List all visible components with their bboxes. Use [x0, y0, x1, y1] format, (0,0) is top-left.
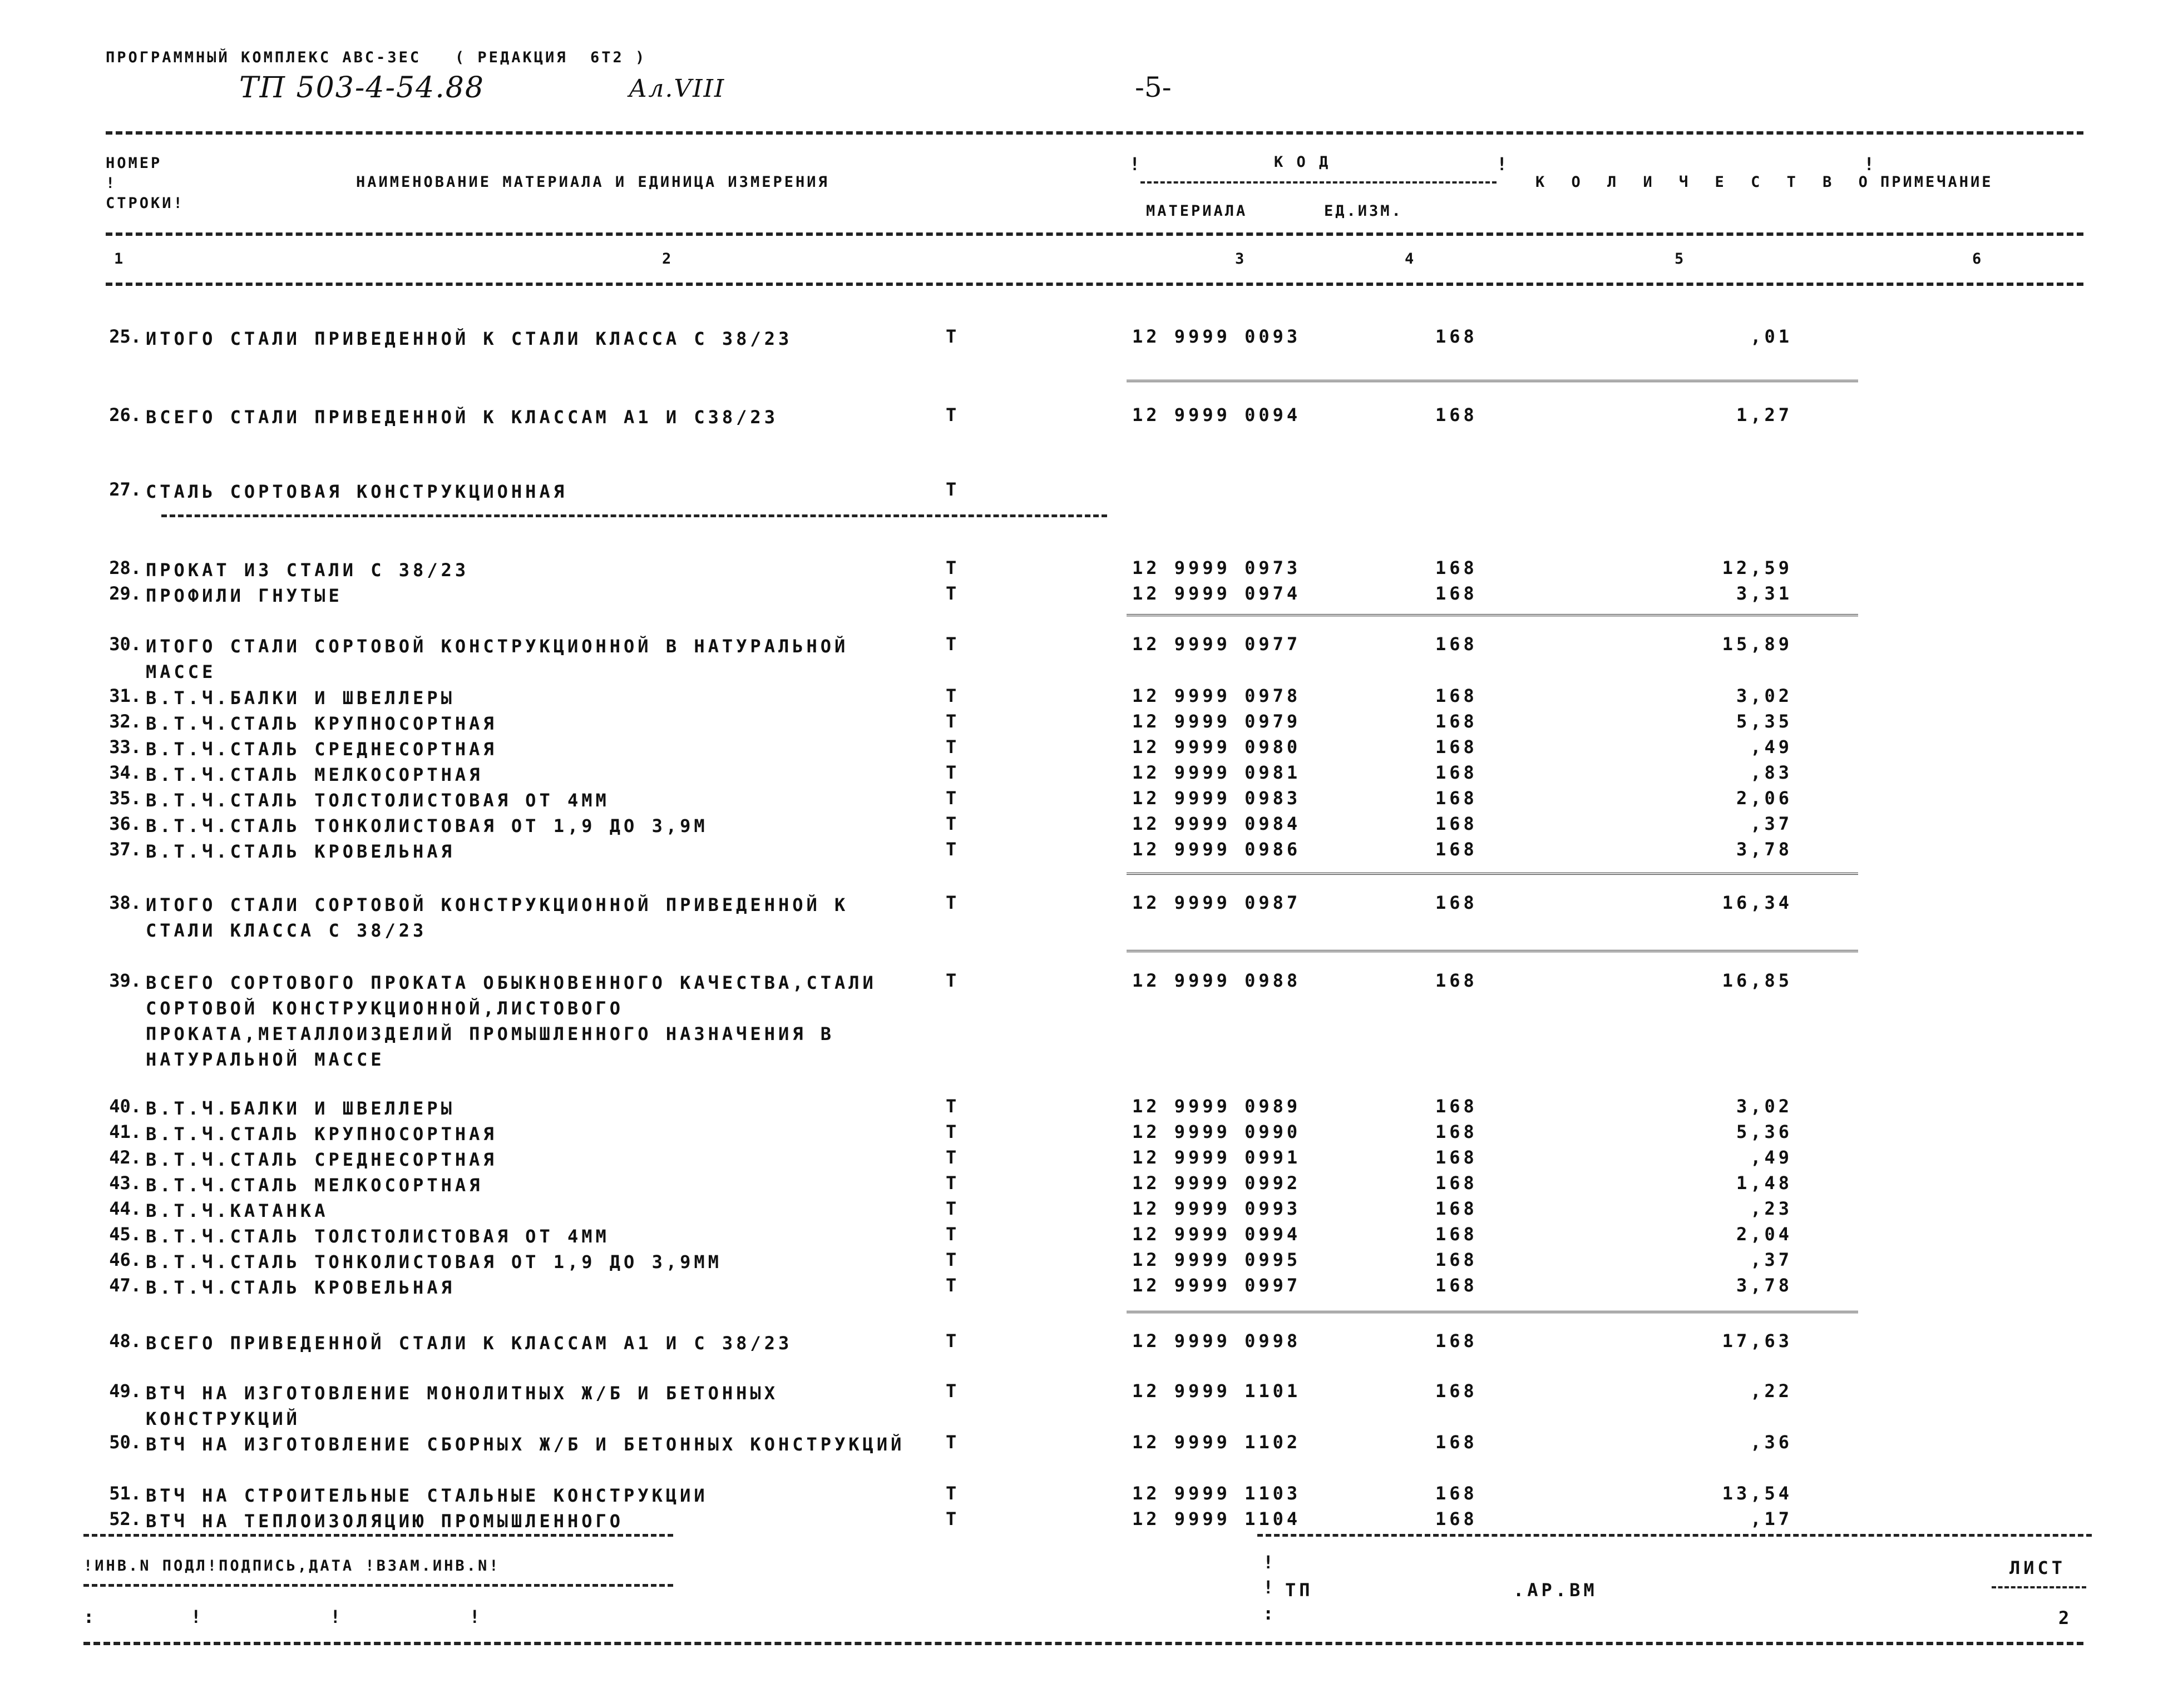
- col-unit-code-header: ЕД.ИЗМ.: [1324, 202, 1403, 220]
- row-material-code: 12 9999 0990: [1132, 1121, 1301, 1142]
- row-unit: Т: [946, 326, 957, 347]
- row-unit-code: 168: [1435, 892, 1478, 913]
- row-name: ВТЧ НА ИЗГОТОВЛЕНИЕ МОНОЛИТНЫХ Ж/Б И БЕТОННЫХ КОНСТРУКЦИЙ: [146, 1383, 778, 1429]
- row-unit-code: 168: [1435, 1121, 1478, 1142]
- row-number: 28.: [109, 557, 141, 578]
- bottom-rule: [83, 1642, 2083, 1645]
- row-unit-code: 168: [1435, 633, 1478, 655]
- row-number: 42.: [109, 1147, 141, 1168]
- row-name: В.Т.Ч.КАТАНКА: [146, 1200, 329, 1221]
- row-quantity: 2,06: [1736, 788, 1792, 809]
- project-code: ТП 503-4-54.88: [239, 71, 485, 105]
- row-number: 33.: [109, 736, 141, 758]
- row-quantity: ,49: [1750, 1147, 1792, 1168]
- row-name: В.Т.Ч.СТАЛЬ КРУПНОСОРТНАЯ: [146, 713, 497, 734]
- row-unit: Т: [946, 813, 957, 834]
- row-unit-code: 168: [1435, 1275, 1478, 1296]
- row-number: 52.: [109, 1508, 141, 1529]
- row-material-code: 12 9999 0979: [1132, 711, 1301, 732]
- row-unit: Т: [946, 1330, 957, 1351]
- row-material-code: 12 9999 0988: [1132, 970, 1301, 991]
- row-name: ВСЕГО ПРИВЕДЕННОЙ СТАЛИ К КЛАССАМ А1 И С 38/23: [146, 1333, 793, 1354]
- row-unit: Т: [946, 479, 957, 500]
- row-unit-code: 168: [1435, 1224, 1478, 1245]
- row-name: ИТОГО СТАЛИ СОРТОВОЙ КОНСТРУКЦИОННОЙ В НАТУРАЛЬНОЙ МАССЕ: [146, 636, 849, 682]
- row-unit: Т: [946, 970, 957, 991]
- row-number: 38.: [109, 892, 141, 913]
- row-number: 40.: [109, 1096, 141, 1117]
- row-unit-code: 168: [1435, 1432, 1478, 1453]
- row-quantity: 2,04: [1736, 1224, 1792, 1245]
- row-quantity: 12,59: [1722, 557, 1792, 578]
- row-unit-code: 168: [1435, 788, 1478, 809]
- col-number-1: 1: [114, 250, 126, 268]
- row-name: ВСЕГО СТАЛИ ПРИВЕДЕННОЙ К КЛАССАМ А1 И С38/23: [146, 407, 778, 428]
- subtotal-rule: [1127, 1311, 1858, 1313]
- row-unit: Т: [946, 1432, 957, 1453]
- row-quantity: 1,48: [1736, 1172, 1792, 1194]
- sheet-rule: [1992, 1586, 2086, 1588]
- row-name: В.Т.Ч.СТАЛЬ КРОВЕЛЬНАЯ: [146, 1277, 455, 1298]
- row-quantity: ,17: [1750, 1508, 1792, 1529]
- row-unit: Т: [946, 762, 957, 783]
- row-material-code: 12 9999 0984: [1132, 813, 1301, 834]
- row-number: 25.: [109, 326, 141, 347]
- row-name: ИТОГО СТАЛИ СОРТОВОЙ КОНСТРУКЦИОННОЙ ПРИВЕДЕННОЙ К СТАЛИ КЛАССА С 38/23: [146, 894, 849, 941]
- subtotal-rule: [1127, 873, 1858, 875]
- row-material-code: 12 9999 0992: [1132, 1172, 1301, 1194]
- row-quantity: ,37: [1750, 1249, 1792, 1270]
- col-number-6: 6: [1972, 250, 1984, 268]
- footer-ar-vm: .АР.ВМ: [1513, 1580, 1598, 1601]
- row-name: ВТЧ НА ИЗГОТОВЛЕНИЕ СБОРНЫХ Ж/Б И БЕТОННЫХ КОНСТРУКЦИЙ: [146, 1434, 905, 1455]
- header-rule: [106, 232, 2083, 236]
- row-name: СТАЛЬ СОРТОВАЯ КОНСТРУКЦИОННАЯ: [146, 481, 567, 502]
- album-number: Ал.VIII: [629, 75, 725, 103]
- row-unit: Т: [946, 1172, 957, 1194]
- row-material-code: 12 9999 0973: [1132, 557, 1301, 578]
- row-number: 50.: [109, 1432, 141, 1453]
- row-unit-code: 168: [1435, 557, 1478, 578]
- row-number: 46.: [109, 1249, 141, 1270]
- col-code-header: К О Д: [1274, 154, 1331, 171]
- row-material-code: 12 9999 0981: [1132, 762, 1301, 783]
- row-material-code: 12 9999 0998: [1132, 1330, 1301, 1351]
- row-name: В.Т.Ч.СТАЛЬ ТОЛСТОЛИСТОВАЯ ОТ 4ММ: [146, 1226, 610, 1247]
- col-number-3: 3: [1235, 250, 1247, 268]
- row-unit: Т: [946, 557, 957, 578]
- row-quantity: ,23: [1750, 1198, 1792, 1219]
- row-name: ВТЧ НА ТЕПЛОИЗОЛЯЦИЮ ПРОМЫШЛЕННОГО: [146, 1511, 624, 1532]
- row-unit: Т: [946, 1224, 957, 1245]
- row-name: ВСЕГО СОРТОВОГО ПРОКАТА ОБЫКНОВЕННОГО КАЧЕСТВА,СТАЛИ СОРТОВОЙ КОНСТРУКЦИОННОЙ,ЛИСТОВОГО ПРОКАТА,МЕТАЛЛОИЗДЕЛИЙ ПРОМЫШЛЕННОГО НАЗНАЧЕНИЯ В НАТУРАЛЬНОЙ МАССЕ: [146, 972, 877, 1070]
- row-number: 41.: [109, 1121, 141, 1142]
- row-unit-code: 168: [1435, 1330, 1478, 1351]
- sheet-label: ЛИСТ: [2009, 1557, 2066, 1578]
- row-material-code: 12 9999 0977: [1132, 633, 1301, 655]
- row-material-code: 12 9999 0995: [1132, 1249, 1301, 1270]
- row-unit: Т: [946, 1508, 957, 1529]
- program-line: ПРОГРАММНЫЙ КОМПЛЕКС АВС-ЗЕС ( РЕДАКЦИЯ 6Т2 ): [106, 49, 647, 66]
- row-number: 26.: [109, 404, 141, 425]
- row-number: 35.: [109, 788, 141, 809]
- stamp-rule: [83, 1584, 673, 1587]
- row-unit-code: 168: [1435, 839, 1478, 860]
- row-unit-code: 168: [1435, 1198, 1478, 1219]
- row-unit: Т: [946, 404, 957, 425]
- row-number: 32.: [109, 711, 141, 732]
- row-number: 45.: [109, 1224, 141, 1245]
- row-unit: Т: [946, 1198, 957, 1219]
- row-number: 36.: [109, 813, 141, 834]
- row-material-code: 12 9999 0994: [1132, 1224, 1301, 1245]
- row-quantity: ,37: [1750, 813, 1792, 834]
- subtotal-rule: [1127, 614, 1858, 616]
- row-material-code: 12 9999 1102: [1132, 1432, 1301, 1453]
- row-name: В.Т.Ч.СТАЛЬ МЕЛКОСОРТНАЯ: [146, 1175, 483, 1196]
- col-row-number-header: НОМЕР ! СТРОКИ!: [106, 155, 185, 212]
- row-unit: Т: [946, 633, 957, 655]
- row-unit-code: 168: [1435, 736, 1478, 758]
- row-unit: Т: [946, 1121, 957, 1142]
- row-material-code: 12 9999 1104: [1132, 1508, 1301, 1529]
- row-unit: Т: [946, 839, 957, 860]
- col-name-header: НАИМЕНОВАНИЕ МАТЕРИАЛА И ЕДИНИЦА ИЗМЕРЕНИЯ: [356, 174, 829, 191]
- row-material-code: 12 9999 0978: [1132, 685, 1301, 706]
- col-note-header: ПРИМЕЧАНИЕ: [1880, 174, 1993, 191]
- row-number: 44.: [109, 1198, 141, 1219]
- row-quantity: 17,63: [1722, 1330, 1792, 1351]
- row-quantity: 3,02: [1736, 1096, 1792, 1117]
- row-material-code: 12 9999 0094: [1132, 404, 1301, 425]
- row-quantity: 3,78: [1736, 1275, 1792, 1296]
- row-unit: Т: [946, 583, 957, 604]
- row-unit-code: 168: [1435, 762, 1478, 783]
- row-unit-code: 168: [1435, 404, 1478, 425]
- row-name: ПРОФИЛИ ГНУТЫЕ: [146, 585, 343, 606]
- row-material-code: 12 9999 0980: [1132, 736, 1301, 758]
- row-unit: Т: [946, 1380, 957, 1402]
- row-quantity: 16,85: [1722, 970, 1792, 991]
- row-material-code: 12 9999 0093: [1132, 326, 1301, 347]
- row-quantity: ,01: [1750, 326, 1792, 347]
- stamp-rule: [1257, 1534, 2092, 1537]
- footer-tp: ТП: [1285, 1580, 1313, 1601]
- row-material-code: 12 9999 0989: [1132, 1096, 1301, 1117]
- row-name: В.Т.Ч.СТАЛЬ КРУПНОСОРТНАЯ: [146, 1123, 497, 1145]
- row-number: 37.: [109, 839, 141, 860]
- row-name: ИТОГО СТАЛИ ПРИВЕДЕННОЙ К СТАЛИ КЛАССА С 38/23: [146, 328, 793, 349]
- row-number: 49.: [109, 1380, 141, 1402]
- row-material-code: 12 9999 1101: [1132, 1380, 1301, 1402]
- sheet-number: 2: [2058, 1607, 2073, 1628]
- row-unit-code: 168: [1435, 1096, 1478, 1117]
- row-number: 30.: [109, 633, 141, 655]
- row-quantity: 3,78: [1736, 839, 1792, 860]
- row-unit: Т: [946, 711, 957, 732]
- row-unit: Т: [946, 1275, 957, 1296]
- row-material-code: 12 9999 0987: [1132, 892, 1301, 913]
- row-quantity: 3,31: [1736, 583, 1792, 604]
- row-quantity: 5,35: [1736, 711, 1792, 732]
- row-unit-code: 168: [1435, 326, 1478, 347]
- stamp-labels: !ИНВ.N ПОДЛ!ПОДПИСЬ,ДАТА !ВЗАМ.ИНВ.N!: [83, 1557, 501, 1575]
- row-name: В.Т.Ч.СТАЛЬ ТОНКОЛИСТОВАЯ ОТ 1,9 ДО 3,9М: [146, 815, 708, 836]
- numbers-rule: [106, 283, 2083, 286]
- row-quantity: ,49: [1750, 736, 1792, 758]
- row-material-code: 12 9999 0974: [1132, 583, 1301, 604]
- stamp-divider: !: [1263, 1552, 1277, 1573]
- row-name: ВТЧ НА СТРОИТЕЛЬНЫЕ СТАЛЬНЫЕ КОНСТРУКЦИИ: [146, 1485, 708, 1506]
- col-number-5: 5: [1675, 250, 1686, 268]
- row-unit-code: 168: [1435, 1172, 1478, 1194]
- row-unit: Т: [946, 788, 957, 809]
- row-quantity: 16,34: [1722, 892, 1792, 913]
- row-unit: Т: [946, 1147, 957, 1168]
- row-unit: Т: [946, 1483, 957, 1504]
- row-unit-code: 168: [1435, 813, 1478, 834]
- top-rule: [106, 131, 2083, 135]
- col-quantity-header: К О Л И Ч Е С Т В О: [1535, 174, 1876, 191]
- code-subrule: [1140, 181, 1497, 184]
- row-number: 31.: [109, 685, 141, 706]
- stamp-divider: :: [1263, 1603, 1277, 1624]
- row-unit: Т: [946, 1249, 957, 1270]
- row-unit-code: 168: [1435, 1508, 1478, 1529]
- subtotal-rule: [1127, 380, 1858, 382]
- row-quantity: 15,89: [1722, 633, 1792, 655]
- row-quantity: 3,02: [1736, 685, 1792, 706]
- subtotal-rule: [1127, 950, 1858, 952]
- row-name: В.Т.Ч.СТАЛЬ КРОВЕЛЬНАЯ: [146, 841, 455, 862]
- row-unit-code: 168: [1435, 1249, 1478, 1270]
- row-quantity: 5,36: [1736, 1121, 1792, 1142]
- row-name: В.Т.Ч.СТАЛЬ СРЕДНЕСОРТНАЯ: [146, 739, 497, 760]
- row-unit-code: 168: [1435, 685, 1478, 706]
- row-quantity: ,36: [1750, 1432, 1792, 1453]
- row-unit-code: 168: [1435, 711, 1478, 732]
- row-quantity: ,22: [1750, 1380, 1792, 1402]
- row-number: 51.: [109, 1483, 141, 1504]
- row-unit-code: 168: [1435, 1483, 1478, 1504]
- row-number: 27.: [109, 479, 141, 500]
- row-material-code: 12 9999 0997: [1132, 1275, 1301, 1296]
- row-name: В.Т.Ч.СТАЛЬ ТОЛСТОЛИСТОВАЯ ОТ 4ММ: [146, 790, 610, 811]
- page-number: -5-: [1135, 71, 1172, 103]
- row-unit: Т: [946, 892, 957, 913]
- row-number: 43.: [109, 1172, 141, 1194]
- stamp-divider: !: [1263, 1577, 1277, 1598]
- row-number: 48.: [109, 1330, 141, 1351]
- row-name: ПРОКАТ ИЗ СТАЛИ С 38/23: [146, 560, 470, 581]
- header-divider: !: [1864, 154, 1875, 175]
- row-name: В.Т.Ч.БАЛКИ И ШВЕЛЛЕРЫ: [146, 687, 455, 709]
- row-name: В.Т.Ч.СТАЛЬ СРЕДНЕСОРТНАЯ: [146, 1149, 497, 1170]
- row-material-code: 12 9999 0991: [1132, 1147, 1301, 1168]
- row-number: 29.: [109, 583, 141, 604]
- row-name: В.Т.Ч.БАЛКИ И ШВЕЛЛЕРЫ: [146, 1098, 455, 1119]
- header-divider: !: [1129, 154, 1140, 175]
- row-material-code: 12 9999 0983: [1132, 788, 1301, 809]
- row-unit-code: 168: [1435, 1147, 1478, 1168]
- col-number-2: 2: [662, 250, 674, 268]
- stamp-cells: : ! ! !: [83, 1606, 480, 1627]
- col-number-4: 4: [1405, 250, 1416, 268]
- row-unit: Т: [946, 736, 957, 758]
- row-name: В.Т.Ч.СТАЛЬ МЕЛКОСОРТНАЯ: [146, 764, 483, 785]
- row-unit-code: 168: [1435, 583, 1478, 604]
- row-material-code: 12 9999 0986: [1132, 839, 1301, 860]
- row-number: 39.: [109, 970, 141, 991]
- row-unit-code: 168: [1435, 1380, 1478, 1402]
- row-number: 34.: [109, 762, 141, 783]
- row-unit-code: 168: [1435, 970, 1478, 991]
- row-quantity: 1,27: [1736, 404, 1792, 425]
- row-unit: Т: [946, 685, 957, 706]
- row-unit: Т: [946, 1096, 957, 1117]
- col-material-code-header: МАТЕРИАЛА: [1146, 202, 1248, 220]
- row-quantity: ,83: [1750, 762, 1792, 783]
- stamp-rule: [83, 1534, 673, 1537]
- row-material-code: 12 9999 0993: [1132, 1198, 1301, 1219]
- header-divider: !: [1497, 154, 1508, 175]
- section-rule: [161, 514, 1107, 517]
- row-name: В.Т.Ч.СТАЛЬ ТОНКОЛИСТОВАЯ ОТ 1,9 ДО 3,9ММ: [146, 1251, 722, 1273]
- row-material-code: 12 9999 1103: [1132, 1483, 1301, 1504]
- row-number: 47.: [109, 1275, 141, 1296]
- row-quantity: 13,54: [1722, 1483, 1792, 1504]
